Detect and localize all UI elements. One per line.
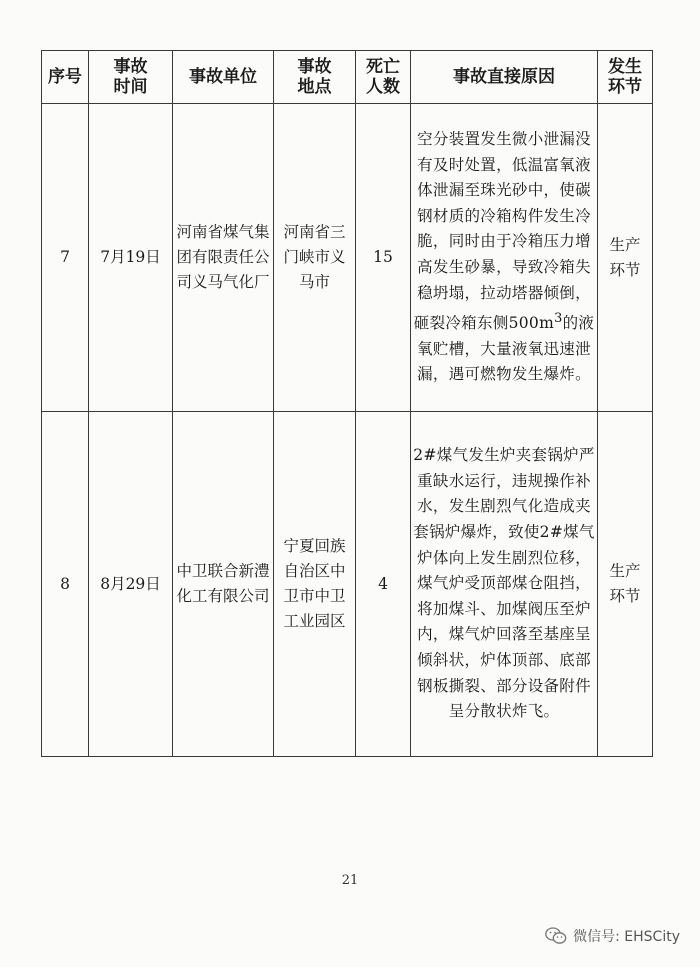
accident-table: [41, 50, 653, 757]
cell-unit: 中卫联合新澧化工有限公司: [173, 412, 274, 757]
table-header-row: [42, 51, 653, 104]
cell-location: 河南省三门峡市义马市: [274, 104, 356, 412]
table-row: [42, 412, 653, 757]
header-seq: 序号: [42, 51, 89, 104]
header-unit: 事故单位: [173, 51, 274, 104]
cell-stage: 生产环节: [598, 104, 653, 412]
cell-time: 8月29日: [89, 412, 173, 757]
header-stage: 发生环节: [598, 51, 653, 104]
table-row: [42, 104, 653, 412]
header-deaths: 死亡人数: [356, 51, 411, 104]
cell-unit: 河南省煤气集团有限责任公司义马气化厂: [173, 104, 274, 412]
header-cause: 事故直接原因: [411, 51, 598, 104]
cell-deaths: 15: [356, 104, 411, 412]
cell-location: 宁夏回族自治区中卫市中卫工业园区: [274, 412, 356, 757]
cell-time: 7月19日: [89, 104, 173, 412]
cell-deaths: 4: [356, 412, 411, 757]
cell-stage: 生产环节: [598, 412, 653, 757]
cell-seq: 7: [42, 104, 89, 412]
watermark-text: 微信号: EHSCity: [573, 929, 680, 945]
wechat-icon: [545, 927, 567, 945]
header-location: 事故地点: [274, 51, 356, 104]
page-number: 21: [341, 873, 359, 888]
cell-cause: 2#煤气发生炉夹套锅炉严重缺水运行，违规操作补水，发生剧烈气化造成夹套锅炉爆炸，致使2#煤气炉体向上发生剧烈位移，煤气炉受顶部煤仓阻挡，将加煤斗、加煤阀压至炉内，煤气炉回落至基座呈倾斜状，炉体顶部、底部钢板撕裂、部分设备附件呈分散状炸飞。: [411, 412, 598, 757]
cell-seq: 8: [42, 412, 89, 757]
header-time: 事故时间: [89, 51, 173, 104]
cell-cause: 空分装置发生微小泄漏没有及时处置，低温富氧液体泄漏至珠光砂中，使碳钢材质的冷箱构件发生冷脆，同时由于冷箱压力增高发生砂暴，导致冷箱失稳坍塌，拉动塔器倾倒，砸裂冷箱东侧$500m^3$的液氧贮槽，大量液氧迅速泄漏，遇可燃物发生爆炸。: [411, 104, 598, 412]
watermark: [545, 926, 680, 946]
